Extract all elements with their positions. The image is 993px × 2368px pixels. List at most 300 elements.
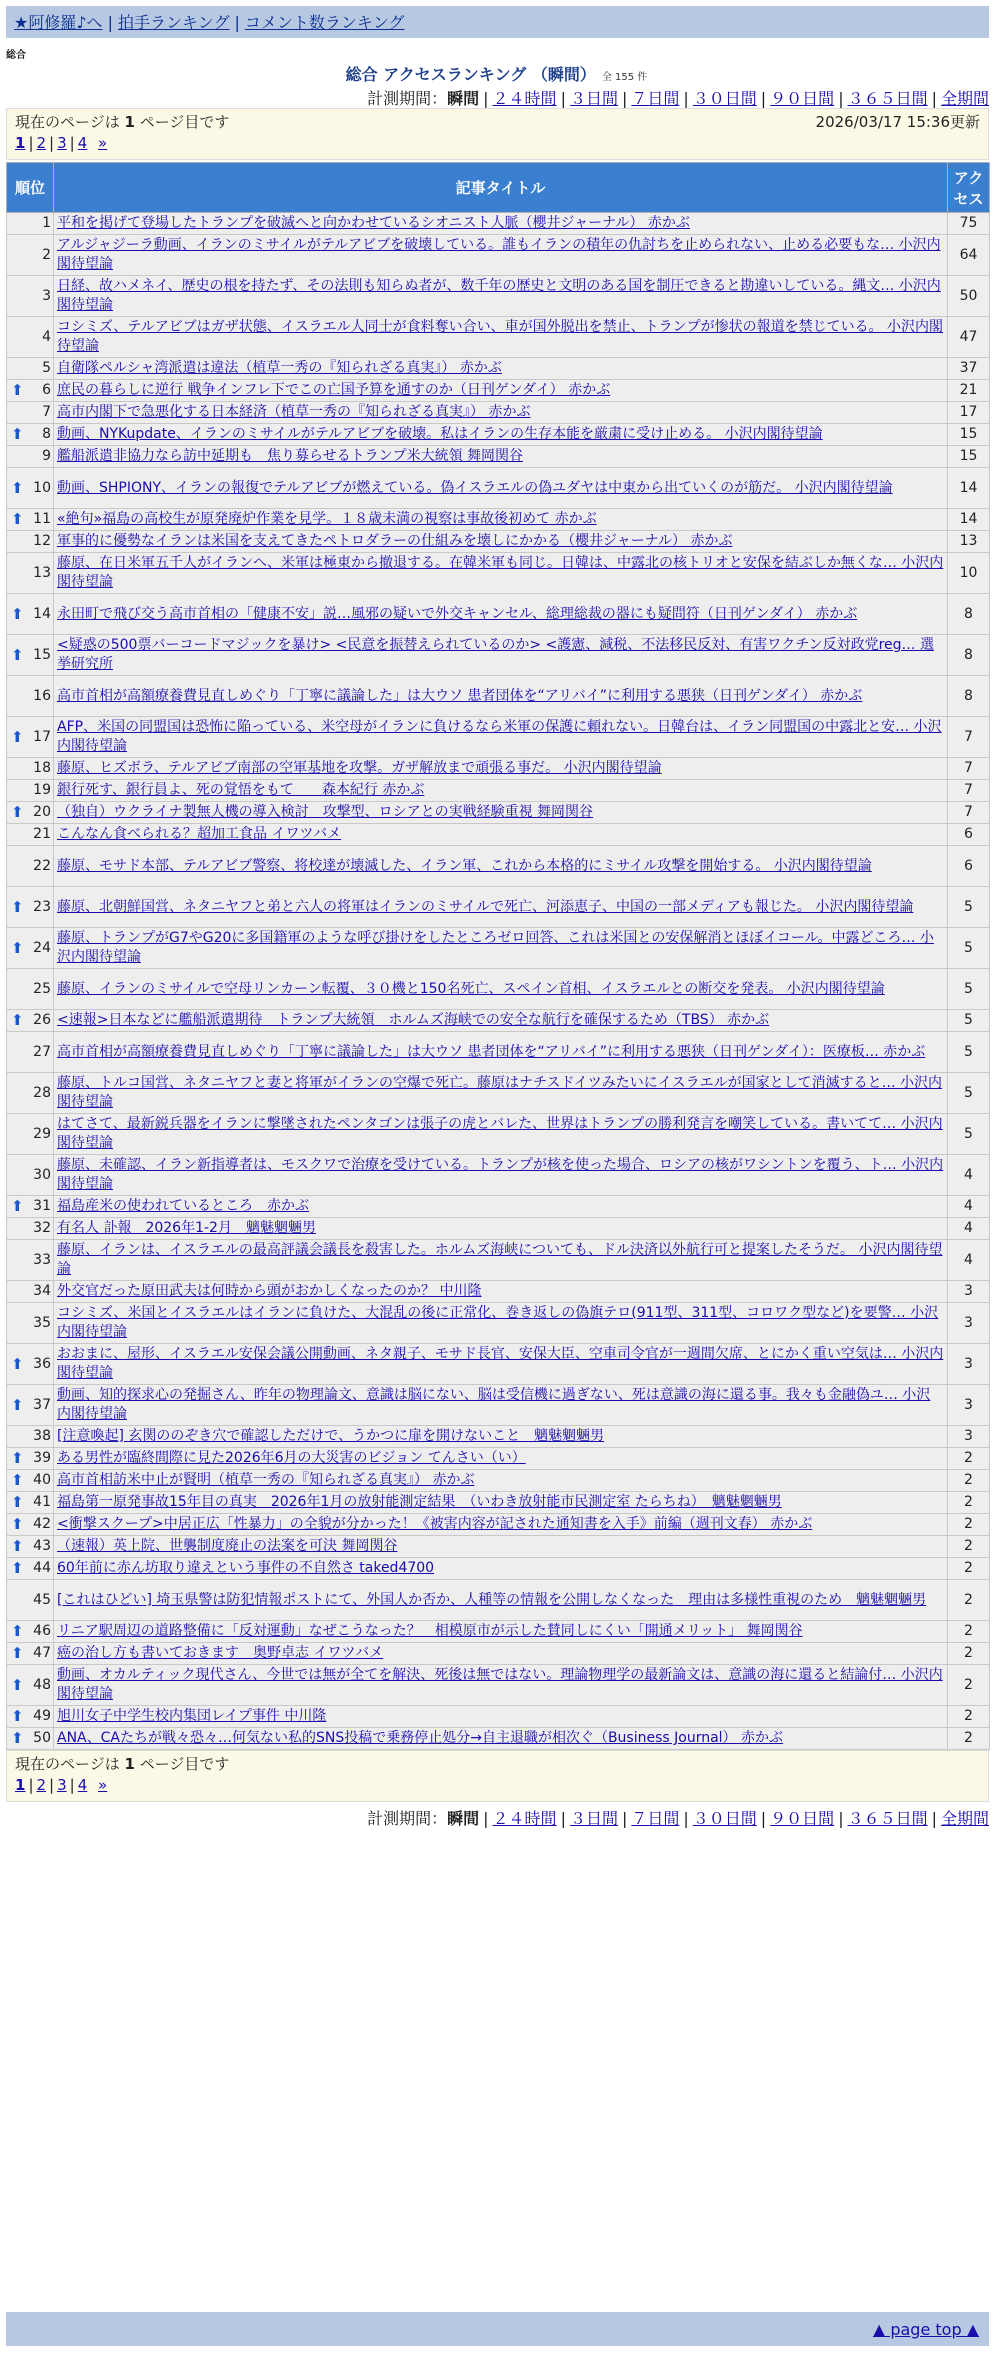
title-cell xyxy=(54,1728,948,1750)
access-count: 2 xyxy=(948,1448,990,1470)
table-header-row xyxy=(7,163,990,213)
rank-cell xyxy=(7,928,54,969)
arrow-up-icon: ⬆ xyxy=(11,1675,24,1694)
title-cell xyxy=(54,676,948,717)
period-label: 計測期間： xyxy=(367,89,448,108)
article-link[interactable]: 癌の治し方も書いておきます 奥野卓志 イワツバメ xyxy=(57,1645,384,1661)
access-count: 2 xyxy=(948,1470,990,1492)
arrow-up-icon: ⬆ xyxy=(11,1471,24,1489)
table-row xyxy=(7,1385,990,1426)
title-cell xyxy=(54,468,948,509)
rank-cell xyxy=(7,1073,54,1114)
table-row xyxy=(7,969,990,1010)
table-row xyxy=(7,446,990,468)
rank-cell xyxy=(7,1385,54,1426)
rank-number: 50 xyxy=(33,1730,51,1746)
page-link-4[interactable]: 4 xyxy=(77,1776,88,1794)
title-cell xyxy=(54,446,948,468)
header-access: アクセス xyxy=(948,163,990,213)
access-count: 4 xyxy=(948,1196,990,1218)
rank-number: 42 xyxy=(33,1516,51,1532)
table-row xyxy=(7,717,990,758)
access-count: 75 xyxy=(948,213,990,235)
page-link-3[interactable]: 3 xyxy=(57,134,67,152)
table-row xyxy=(7,358,990,380)
table-row xyxy=(7,802,990,824)
access-count: 2 xyxy=(948,1580,990,1621)
table-row xyxy=(7,635,990,676)
rank-number: 8 xyxy=(42,426,51,442)
access-count: 5 xyxy=(948,928,990,969)
access-count: 4 xyxy=(948,1240,990,1281)
rank-number: 41 xyxy=(33,1494,51,1510)
arrow-up-icon: ⬆ xyxy=(11,1644,24,1662)
rank-cell xyxy=(7,1492,54,1514)
title-cell xyxy=(54,1344,948,1385)
article-link[interactable]: 藤原、ヒズボラ、テルアビブ南部の空軍基地を攻撃。ガザ解放まで頑張る事だ。 小沢内閣待望論 xyxy=(57,760,662,776)
arrow-up-icon: ⬆ xyxy=(11,897,24,916)
period-selector-bottom: 計測期間：瞬間 | ２４時間 | ３日間 | ７日間 | ３０日間 | ９０日間 | ３６５日間 | 全期間 xyxy=(367,1809,989,1828)
rank-number: 37 xyxy=(33,1396,51,1413)
access-count: 10 xyxy=(948,553,990,594)
page-info-bottom xyxy=(6,1750,989,1802)
rank-number: 27 xyxy=(33,1043,51,1060)
article-link[interactable]: 日経、故ハメネイ、歴史の根を持たず、その法則も知らぬ者が、数千年の歴史と文明のある国を制圧できると勘違いしている。縄文… 小沢内閣待望論 xyxy=(57,278,941,313)
article-link[interactable]: （速報）英上院、世襲制度廃止の法案を可決 舞岡関谷 xyxy=(57,1538,398,1554)
table-row xyxy=(7,1073,990,1114)
article-link[interactable]: 庶民の暮らしに逆行 戦争インフレ下でこの亡国予算を通すのか（日刊ゲンダイ） 赤かぶ xyxy=(57,382,611,398)
rank-cell xyxy=(7,553,54,594)
article-link[interactable]: 外交官だった原田武夫は何時から頭がおかしくなったのか？ 中川隆 xyxy=(57,1283,482,1299)
rank-number: 46 xyxy=(33,1623,51,1639)
article-link[interactable]: 藤原、未確認、イラン新指導者は、モスクワで治療を受けている。トランプが核を使った場合、ロシアの核がワシントンを覆う、ト… 小沢内閣待望論 xyxy=(57,1157,944,1192)
arrow-up-icon: ⬆ xyxy=(11,381,24,399)
arrow-up-icon: ⬆ xyxy=(11,727,24,746)
table-row xyxy=(7,402,990,424)
access-count: 15 xyxy=(948,446,990,468)
article-link[interactable]: 福島産米の使われているところ 赤かぶ xyxy=(57,1198,309,1214)
article-link[interactable]: <疑惑の500票バーコードマジックを暴け> <民意を振替えられているのか> <護憲、減税、不法移民反対、有害ワクチン反対政党reg… 選挙研究所 xyxy=(57,637,934,672)
table-row xyxy=(7,1155,990,1196)
title-cell xyxy=(54,887,948,928)
table-row xyxy=(7,1240,990,1281)
period-link-24h[interactable]: ２４時間 xyxy=(492,1809,557,1828)
rank-number: 36 xyxy=(33,1355,51,1372)
page-link-1[interactable]: 1 xyxy=(15,1776,26,1794)
access-count: 3 xyxy=(948,1281,990,1303)
period-link-7d[interactable]: ７日間 xyxy=(631,89,680,108)
title-cell xyxy=(54,358,948,380)
rank-number: 2 xyxy=(42,246,51,263)
arrow-up-icon: ⬆ xyxy=(11,1011,24,1029)
title-cell xyxy=(54,1114,948,1155)
table-row xyxy=(7,1514,990,1536)
page-link-1[interactable]: 1 xyxy=(15,134,26,152)
access-count: 6 xyxy=(948,846,990,887)
period-current: 瞬間 xyxy=(447,1809,480,1828)
access-count: 2 xyxy=(948,1728,990,1750)
title-cell xyxy=(54,1558,948,1580)
access-count: 2 xyxy=(948,1665,990,1706)
table-row xyxy=(7,468,990,509)
page-link-2[interactable]: 2 xyxy=(36,134,47,152)
title-cell xyxy=(54,635,948,676)
access-count: 2 xyxy=(948,1536,990,1558)
article-link[interactable]: 藤原、モサド本部、テルアビブ警察、将校達が壊滅した、イラン軍、これから本格的にミサイル攻撃を開始する。 小沢内閣待望論 xyxy=(57,857,872,874)
article-link[interactable]: 有名人 訃報 2026年1-2月 魑魅魍魎男 xyxy=(57,1220,316,1236)
table-row xyxy=(7,235,990,276)
rank-cell xyxy=(7,824,54,846)
section-label: 総合 xyxy=(6,50,26,61)
arrow-up-icon: ⬆ xyxy=(11,425,24,443)
access-count: 2 xyxy=(948,1621,990,1643)
access-count: 14 xyxy=(948,468,990,509)
arrow-up-icon: ⬆ xyxy=(11,1707,24,1725)
ranking-table-body xyxy=(7,213,990,1750)
page-link-2[interactable]: 2 xyxy=(36,1776,47,1794)
arrow-up-icon: ⬆ xyxy=(11,1493,24,1511)
table-row xyxy=(7,1032,990,1073)
rank-number: 25 xyxy=(33,980,51,997)
article-link[interactable]: コシミズ、米国とイスラエルはイランに負けた、大混乱の後に正常化、巻き返しの偽旗テロ(911型、311型、コロワク型など)を要警… 小沢内閣待望論 xyxy=(57,1305,939,1340)
table-row xyxy=(7,1536,990,1558)
title-cell xyxy=(54,1643,948,1665)
rank-number: 13 xyxy=(33,564,51,581)
access-count: 5 xyxy=(948,1010,990,1032)
arrow-up-icon: ⬆ xyxy=(11,1449,24,1467)
rank-number: 12 xyxy=(33,533,51,549)
rank-cell xyxy=(7,317,54,358)
table-row xyxy=(7,1665,990,1706)
nav-separator: | xyxy=(107,13,113,32)
article-link[interactable]: 動画、知的探求心の発掘さん、昨年の物理論文、意識は脳にない、脳は受信機に過ぎない、死は意識の海に還る事。我々も金融偽ユ… 小沢内閣待望論 xyxy=(57,1387,931,1422)
article-link[interactable]: [これはひどい] 埼玉県警は防犯情報ポストにて、外国人か否か、人種等の情報を公開しなくなった 理由は多様性重視のため 魑魅魍魎男 xyxy=(57,1591,927,1608)
table-row xyxy=(7,1281,990,1303)
rank-number: 33 xyxy=(33,1251,51,1268)
article-link[interactable]: おおまに、屋形、イスラエル安保会議公開動画、ネタ親子、モサド長官、安保大臣、空車司令官が一週間欠席、とにかく重い空気は… 小沢内閣待望論 xyxy=(57,1346,944,1381)
period-link-3d[interactable]: ３日間 xyxy=(569,89,618,108)
period-link-30d[interactable]: ３０日間 xyxy=(692,1809,757,1828)
article-link[interactable]: <速報>日本などに艦船派遣期待 トランプ大統領 ホルムズ海峡での安全な航行を確保するため（TBS） 赤かぶ xyxy=(57,1012,770,1028)
title-cell xyxy=(54,1514,948,1536)
rank-number: 38 xyxy=(33,1428,51,1444)
table-row xyxy=(7,553,990,594)
table-row xyxy=(7,509,990,531)
article-link[interactable]: 高市首相が高額療養費見直しめぐり「丁寧に議論した」は大ウソ 患者団体を“アリバイ”に利用する悪狭（日刊ゲンダイ） 赤かぶ xyxy=(57,687,863,704)
arrow-up-icon: ⬆ xyxy=(11,1537,24,1555)
updated-timestamp: 2026/03/17 15:36更新 xyxy=(815,113,980,131)
rank-number: 16 xyxy=(33,687,51,704)
rank-cell xyxy=(7,235,54,276)
rank-cell xyxy=(7,1470,54,1492)
nav-link-asyura-home[interactable]: ★阿修羅♪へ xyxy=(14,13,103,32)
period-link-all[interactable]: 全期間 xyxy=(940,1809,989,1828)
article-link[interactable]: （独自）ウクライナ製無人機の導入検討 攻撃型、ロシアとの実戦経験重視 舞岡関谷 xyxy=(57,804,594,820)
rank-cell xyxy=(7,402,54,424)
title-cell xyxy=(54,594,948,635)
page-top-link[interactable]: ▲ page top ▲ xyxy=(872,2320,979,2339)
access-count: 8 xyxy=(948,635,990,676)
rank-cell xyxy=(7,1240,54,1281)
period-link-all[interactable]: 全期間 xyxy=(940,89,989,108)
article-link[interactable]: コシミズ、テルアビブはガザ状態、イスラエル人同士が食料奪い合い、車が国外脱出を禁止、トランプが惨状の報道を禁じている。 小沢内閣待望論 xyxy=(57,319,944,354)
rank-cell xyxy=(7,1218,54,1240)
title-cell xyxy=(54,928,948,969)
period-link-90d[interactable]: ９０日間 xyxy=(770,89,835,108)
table-row xyxy=(7,317,990,358)
table-row xyxy=(7,928,990,969)
rank-number: 28 xyxy=(33,1084,51,1101)
rank-cell xyxy=(7,1426,54,1448)
nav-link-comment-ranking[interactable]: コメント数ランキング xyxy=(244,13,405,32)
title-cell xyxy=(54,1492,948,1514)
article-link[interactable]: 高市首相訪米中止が賢明（植草一秀の『知られざる真実』） 赤かぶ xyxy=(57,1472,475,1488)
rank-number: 20 xyxy=(33,804,51,820)
title-cell xyxy=(54,509,948,531)
access-count: 21 xyxy=(948,380,990,402)
rank-number: 4 xyxy=(42,328,51,345)
table-row xyxy=(7,531,990,553)
table-row xyxy=(7,1706,990,1728)
article-link[interactable]: アルジャジーラ動画、イランのミサイルがテルアビブを破壊している。誰もイランの積年の仇討ちを止められない、止める必要もな… 小沢内閣待望論 xyxy=(57,237,941,272)
article-link[interactable]: 平和を掲げて登場したトランプを破滅へと向かわせているシオニスト人脈（櫻井ジャーナル） 赤かぶ xyxy=(57,215,690,231)
article-link[interactable]: 藤原、イランは、イスラエルの最高評議会議長を殺害した。ホルムズ海峡についても、ドル決済以外航行可と提案したそうだ。 小沢内閣待望論 xyxy=(57,1242,943,1277)
arrow-up-icon: ⬆ xyxy=(11,1197,24,1215)
rank-number: 32 xyxy=(33,1220,51,1236)
access-count: 6 xyxy=(948,824,990,846)
page-title-text: 総合 アクセスランキング （瞬間） xyxy=(345,65,596,84)
rank-cell xyxy=(7,1643,54,1665)
current-page-text: 現在のページは 1 ページ目です xyxy=(15,1755,230,1773)
article-link[interactable]: 藤原、在日米軍五千人がイランへ、米軍は極東から撤退する。在韓米軍も同じ。日韓は、中露北の核トリオと安保を結ぶしか無くな… 小沢内閣待望論 xyxy=(57,555,944,590)
access-count: 5 xyxy=(948,1032,990,1073)
access-count: 17 xyxy=(948,402,990,424)
table-row xyxy=(7,276,990,317)
access-count: 5 xyxy=(948,1073,990,1114)
rank-cell xyxy=(7,780,54,802)
period-link-90d[interactable]: ９０日間 xyxy=(770,1809,835,1828)
rank-cell xyxy=(7,509,54,531)
title-cell xyxy=(54,1706,948,1728)
title-cell xyxy=(54,1448,948,1470)
rank-number: 19 xyxy=(33,782,51,798)
rank-number: 21 xyxy=(33,826,51,842)
rank-cell xyxy=(7,1010,54,1032)
table-row xyxy=(7,780,990,802)
page-next-link[interactable]: » xyxy=(98,134,108,152)
article-link[interactable]: <衝撃スクープ>中居正広「性暴力」の全貌が分かった！《被害内容が記された通知書を入手》前編（週刊文春） 赤かぶ xyxy=(57,1516,813,1532)
period-link-3d[interactable]: ３日間 xyxy=(569,1809,618,1828)
article-link[interactable]: 旭川女子中学生校内集団レイプ事件 中川隆 xyxy=(57,1708,327,1724)
access-count: 47 xyxy=(948,317,990,358)
article-link[interactable]: 藤原、トルコ国営、ネタニヤフと妻と将軍がイランの空爆で死亡。藤原はナチスドイツみたいにイスラエルが国家として消滅すると… 小沢内閣待望論 xyxy=(57,1075,943,1110)
table-row xyxy=(7,1196,990,1218)
article-link[interactable]: 藤原、北朝鮮国営、ネタニヤフと弟と六人の将軍はイランのミサイルで死亡、河添恵子、中国の一部メディアも報じた。 小沢内閣待望論 xyxy=(57,898,914,915)
rank-number: 49 xyxy=(33,1708,51,1724)
table-row xyxy=(7,1448,990,1470)
access-count: 14 xyxy=(948,509,990,531)
rank-number: 17 xyxy=(33,728,51,745)
access-count: 5 xyxy=(948,969,990,1010)
title-cell xyxy=(54,1385,948,1426)
access-count: 64 xyxy=(948,235,990,276)
page-link-4[interactable]: 4 xyxy=(77,134,88,152)
table-row xyxy=(7,758,990,780)
title-cell xyxy=(54,380,948,402)
access-count: 3 xyxy=(948,1385,990,1426)
table-row xyxy=(7,1303,990,1344)
table-row xyxy=(7,1580,990,1621)
article-link[interactable]: 動画、SHPIONY、イランの報復でテルアビブが燃えている。偽イスラエルの偽ユダヤは中東から出ていくのが筋だ。 小沢内閣待望論 xyxy=(57,479,893,496)
arrow-up-icon: ⬆ xyxy=(11,478,24,497)
table-row xyxy=(7,424,990,446)
article-link[interactable]: 艦船派遣非協力なら訪中延期も 焦り募らせるトランプ米大統領 舞岡関谷 xyxy=(57,448,524,464)
access-count: 5 xyxy=(948,887,990,928)
article-link[interactable]: ANA、CAたちが戦々恐々…何気ない私的SNS投稿で乗務停止処分→自主退職が相次ぐ（Business Journal） 赤かぶ xyxy=(57,1730,784,1746)
period-link-365d[interactable]: ３６５日間 xyxy=(847,1809,928,1828)
table-row xyxy=(7,676,990,717)
arrow-up-icon: ⬆ xyxy=(11,1354,24,1373)
period-link-24h[interactable]: ２４時間 xyxy=(492,89,557,108)
rank-number: 18 xyxy=(33,760,51,776)
title-cell xyxy=(54,402,948,424)
title-cell xyxy=(54,213,948,235)
arrow-up-icon: ⬆ xyxy=(11,1729,24,1747)
rank-cell xyxy=(7,594,54,635)
arrow-up-icon: ⬆ xyxy=(11,510,24,528)
title-cell xyxy=(54,969,948,1010)
rank-number: 48 xyxy=(33,1676,51,1693)
table-row xyxy=(7,1492,990,1514)
access-count: 7 xyxy=(948,780,990,802)
article-link[interactable]: 自衛隊ペルシャ湾派遣は違法（植草一秀の『知られざる真実』） 赤かぶ xyxy=(57,360,502,376)
rank-cell xyxy=(7,758,54,780)
article-link[interactable]: 軍事的に優勢なイランは米国を支えてきたペトロダラーの仕組みを壊しにかかる（櫻井ジャーナル） 赤かぶ xyxy=(57,533,733,549)
rank-cell xyxy=(7,969,54,1010)
article-link[interactable]: 永田町で飛び交う高市首相の「健康不安」説…風邪の疑いで外交キャンセル、総理総裁の器にも疑問符（日刊ゲンダイ） 赤かぶ xyxy=(57,605,858,622)
article-link[interactable]: [注意喚起] 玄関ののぞき穴で確認しただけで、うかつに扉を開けないこと 魑魅魍魎男 xyxy=(57,1428,605,1444)
rank-number: 40 xyxy=(33,1472,51,1488)
ranking-table xyxy=(6,162,990,1750)
top-nav xyxy=(6,6,989,38)
access-count: 7 xyxy=(948,717,990,758)
period-link-365d[interactable]: ３６５日間 xyxy=(847,89,928,108)
access-count: 3 xyxy=(948,1344,990,1385)
rank-cell xyxy=(7,887,54,928)
access-count: 3 xyxy=(948,1303,990,1344)
title-cell xyxy=(54,780,948,802)
article-link[interactable]: 藤原、イランのミサイルで空母リンカーン転覆、３０機と150名死亡、スペイン首相、イスラエルとの断交を発表。 小沢内閣待望論 xyxy=(57,980,885,997)
rank-cell xyxy=(7,1303,54,1344)
access-count: 2 xyxy=(948,1492,990,1514)
rank-number: 23 xyxy=(33,898,51,915)
period-link-7d[interactable]: ７日間 xyxy=(631,1809,680,1828)
header-rank: 順位 xyxy=(7,163,54,213)
rank-number: 3 xyxy=(42,287,51,304)
page-next-link[interactable]: » xyxy=(98,1776,108,1794)
rank-cell xyxy=(7,358,54,380)
article-link[interactable]: 福島第一原発事故15年目の真実 2026年1月の放射能測定結果 （いわき放射能市民測定室 たらちね） 魑魅魍魎男 xyxy=(57,1494,782,1510)
article-link[interactable]: AFP、米国の同盟国は恐怖に陥っている、米空母がイランに負けるなら米軍の保護に頼れない。日韓台は、イラン同盟国の中露北と安… 小沢内閣待望論 xyxy=(57,719,942,754)
access-count: 15 xyxy=(948,424,990,446)
table-row xyxy=(7,1728,990,1750)
table-row xyxy=(7,1426,990,1448)
title-cell xyxy=(54,1073,948,1114)
rank-cell xyxy=(7,1665,54,1706)
nav-link-applause-ranking[interactable]: 拍手ランキング xyxy=(117,13,230,32)
rank-number: 39 xyxy=(33,1450,51,1466)
table-row xyxy=(7,887,990,928)
title-cell xyxy=(54,1032,948,1073)
article-link[interactable]: 動画、オカルティック現代さん、今世では無が全てを解決、死後は無ではない。理論物理学の最新論文は、意識の海に還ると結論付… 小沢内閣待望論 xyxy=(57,1667,943,1702)
rank-cell xyxy=(7,1580,54,1621)
article-link[interactable]: ある男性が臨終間際に見た2026年6月の大災害のビジョン てんさい（い） xyxy=(57,1450,526,1466)
title-cell xyxy=(54,531,948,553)
rank-number: 43 xyxy=(33,1538,51,1554)
rank-number: 15 xyxy=(33,646,51,663)
arrow-up-icon: ⬆ xyxy=(11,1515,24,1533)
article-link[interactable]: 高市内閣下で急悪化する日本経済（植草一秀の『知られざる真実』） 赤かぶ xyxy=(57,404,531,420)
title-cell xyxy=(54,1240,948,1281)
arrow-up-icon: ⬆ xyxy=(11,938,24,957)
article-link[interactable]: 藤原、トランプがG7やG20に多国籍軍のような呼び掛けをしたところゼロ回答、これは米国との安保解消とほぼイコール。中露どころ… 小沢内閣待望論 xyxy=(57,930,934,965)
rank-number: 6 xyxy=(42,382,51,398)
rank-cell xyxy=(7,1155,54,1196)
table-row xyxy=(7,846,990,887)
article-link[interactable]: リニア駅周辺の道路整備に「反対運動」なぜこうなった？ 相模原市が示した賛同しにくい「開通メリット」 舞岡関谷 xyxy=(57,1623,803,1639)
access-count: 7 xyxy=(948,758,990,780)
article-link[interactable]: 60年前に赤ん坊取り違えという事件の不自然さ taked4700 xyxy=(57,1560,435,1576)
period-label: 計測期間： xyxy=(367,1809,448,1828)
page-link-3[interactable]: 3 xyxy=(57,1776,67,1794)
article-link[interactable]: 動画、NYKupdate、イランのミサイルがテルアビブを破壊。私はイランの生存本能を厳粛に受け止める。 小沢内閣待望論 xyxy=(57,426,823,442)
access-count: 8 xyxy=(948,676,990,717)
title-cell xyxy=(54,1281,948,1303)
pagination: 1 | 2 | 3 | 4 » xyxy=(15,1776,108,1794)
page-title xyxy=(0,62,993,85)
title-cell xyxy=(54,1536,948,1558)
rank-cell xyxy=(7,1514,54,1536)
rank-number: 10 xyxy=(33,479,51,496)
rank-cell xyxy=(7,1621,54,1643)
header-title: 記事タイトル xyxy=(54,163,948,213)
access-count: 13 xyxy=(948,531,990,553)
title-cell xyxy=(54,758,948,780)
rank-number: 44 xyxy=(33,1560,51,1576)
rank-cell xyxy=(7,276,54,317)
title-cell xyxy=(54,1580,948,1621)
article-link[interactable]: はてさて、最新鋭兵器をイランに撃墜されたペンタゴンは張子の虎とバレた、世界はトランプの勝利発言を嘲笑している。書いてて… 小沢内閣待望論 xyxy=(57,1116,943,1151)
article-link[interactable]: 高市首相が高額療養費見直しめぐり「丁寧に議論した」は大ウソ 患者団体を“アリバイ”に利用する悪狭（日刊ゲンダイ）：医療板… 赤かぶ xyxy=(57,1043,926,1060)
article-link[interactable]: «絶句»福島の高校生が原発廃炉作業を見学。１８歳未満の視察は事故後初めて 赤かぶ xyxy=(57,511,597,527)
title-cell xyxy=(54,1196,948,1218)
access-count: 8 xyxy=(948,594,990,635)
access-count: 4 xyxy=(948,1218,990,1240)
period-link-30d[interactable]: ３０日間 xyxy=(692,89,757,108)
item-count: 全 155 件 xyxy=(601,72,648,83)
rank-cell xyxy=(7,213,54,235)
rank-cell xyxy=(7,1728,54,1750)
rank-number: 34 xyxy=(33,1283,51,1299)
rank-number: 30 xyxy=(33,1166,51,1183)
rank-number: 26 xyxy=(33,1012,51,1028)
title-cell xyxy=(54,235,948,276)
article-link[interactable]: 銀行死す、銀行員よ、死の覚悟をもて 森本紀行 赤かぶ xyxy=(57,782,425,798)
article-link[interactable]: こんなん食べられる？超加工食品 イワツバメ xyxy=(57,826,342,842)
table-row xyxy=(7,824,990,846)
title-cell xyxy=(54,1426,948,1448)
rank-number: 35 xyxy=(33,1314,51,1331)
